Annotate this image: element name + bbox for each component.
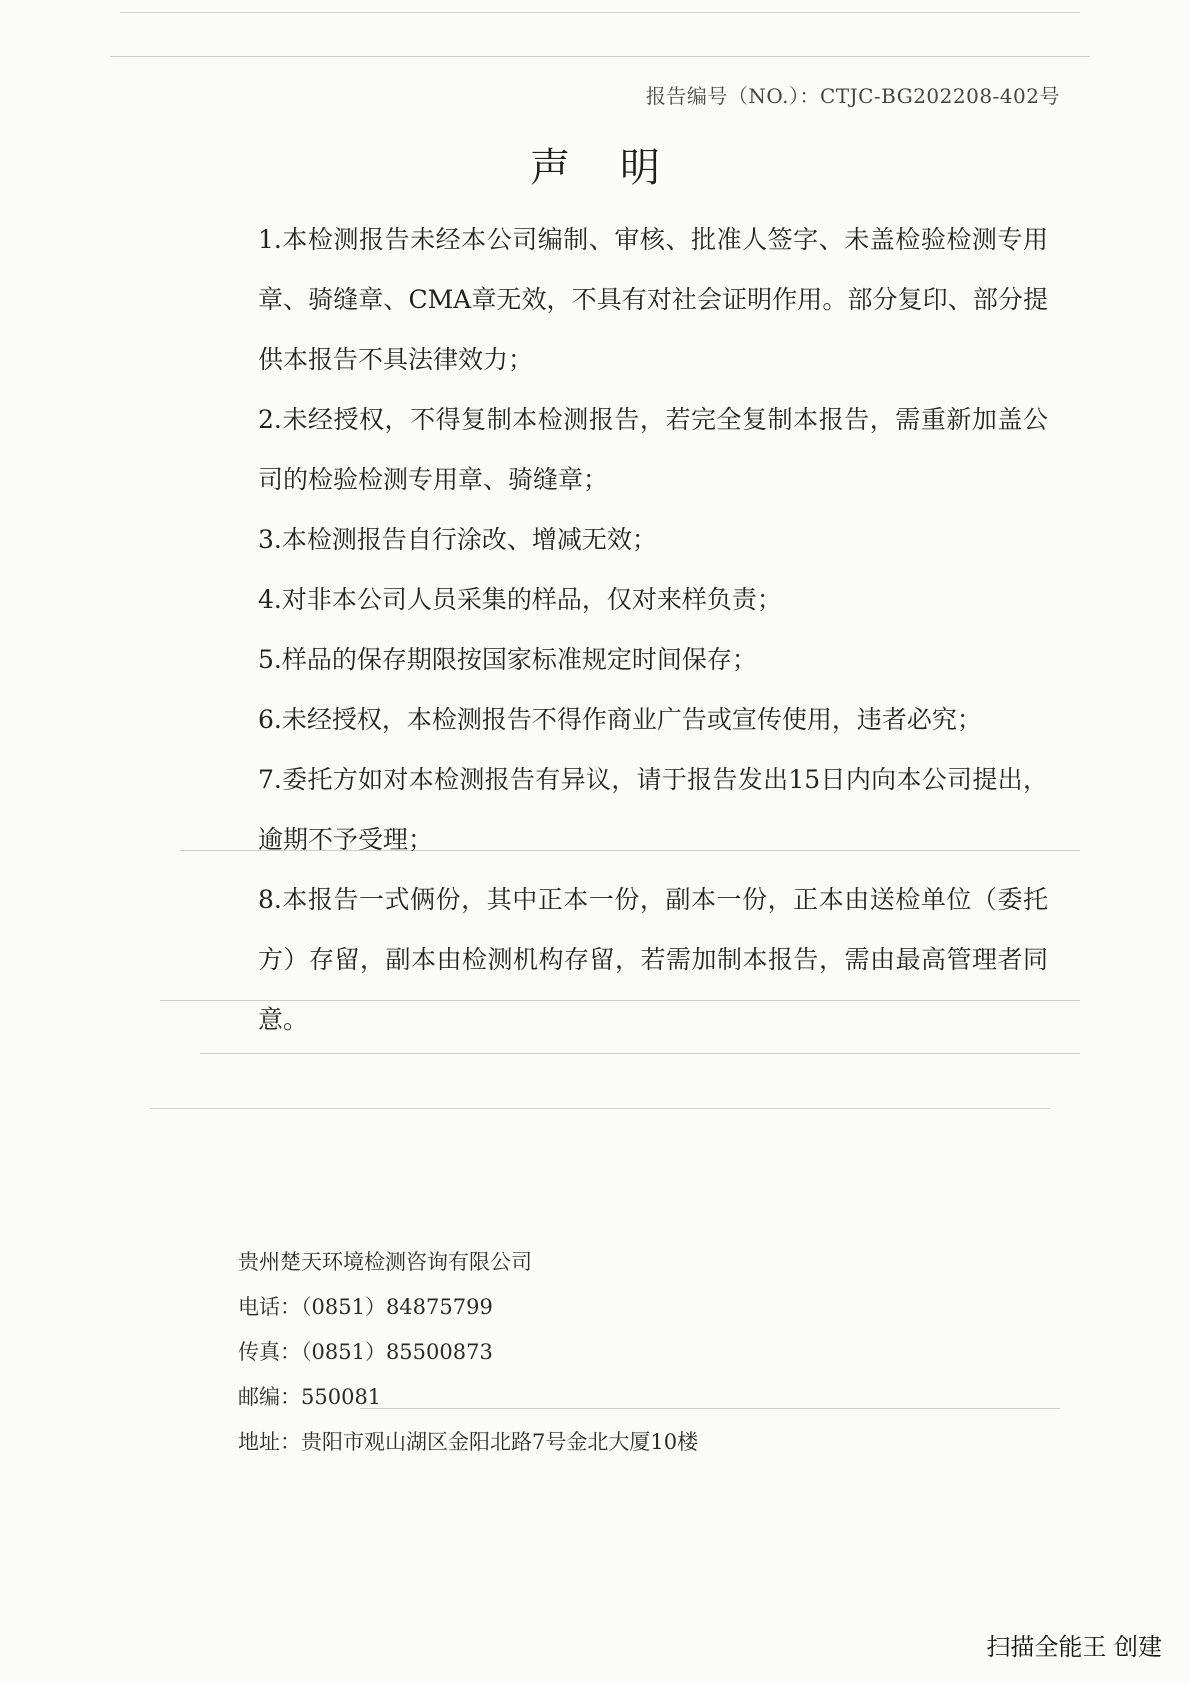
company-name: 贵州楚天环境检测咨询有限公司 [238,1250,532,1274]
clause-2: 2.未经授权，不得复制本检测报告，若完全复制本报告，需重新加盖公司的检验检测专用章、骑缝章； [258,405,1048,494]
page-title: 声明 [530,145,710,191]
clause-7: 7.委托方如对本检测报告有异议，请于报告发出15日内向本公司提出，逾期不予受理； [258,765,1048,854]
clause-8: 8.本报告一式俩份，其中正本一份，副本一份，正本由送检单位（委托方）存留，副本由检测机构存留，若需加制本报告，需由最高管理者同意。 [258,885,1048,1034]
company-info [238,1240,938,1465]
scan-line [200,1053,1080,1054]
clause-6: 6.未经授权，本检测报告不得作商业广告或宣传使用，违者必究； [258,705,982,734]
company-phone: 电话：（0851）84875799 [238,1295,493,1319]
scan-line [110,56,1090,57]
clause-3: 3.本检测报告自行涂改、增减无效； [258,525,657,554]
company-fax: 传真：（0851）85500873 [238,1340,493,1364]
report-number: 报告编号（NO.）：CTJC-BG202208-402号 [645,84,1060,108]
scanner-watermark: 扫描全能王 创建 [986,1633,1162,1661]
clause-1: 1.本检测报告未经本公司编制、审核、批准人签字、未盖检验检测专用章、骑缝章、CMA章无效，不具有对社会证明作用。部分复印、部分提供本报告不具法律效力； [258,225,1048,374]
scan-line [150,1108,1050,1109]
company-postcode: 邮编：550081 [238,1385,382,1409]
clause-4: 4.对非本公司人员采集的样品，仅对来样负责； [258,585,782,614]
company-address: 地址：贵阳市观山湖区金阳北路7号金北大厦10楼 [238,1430,699,1454]
scan-line [120,12,1080,13]
clause-5: 5.样品的保存期限按国家标准规定时间保存； [258,645,757,674]
declaration-clauses [258,210,1048,1050]
